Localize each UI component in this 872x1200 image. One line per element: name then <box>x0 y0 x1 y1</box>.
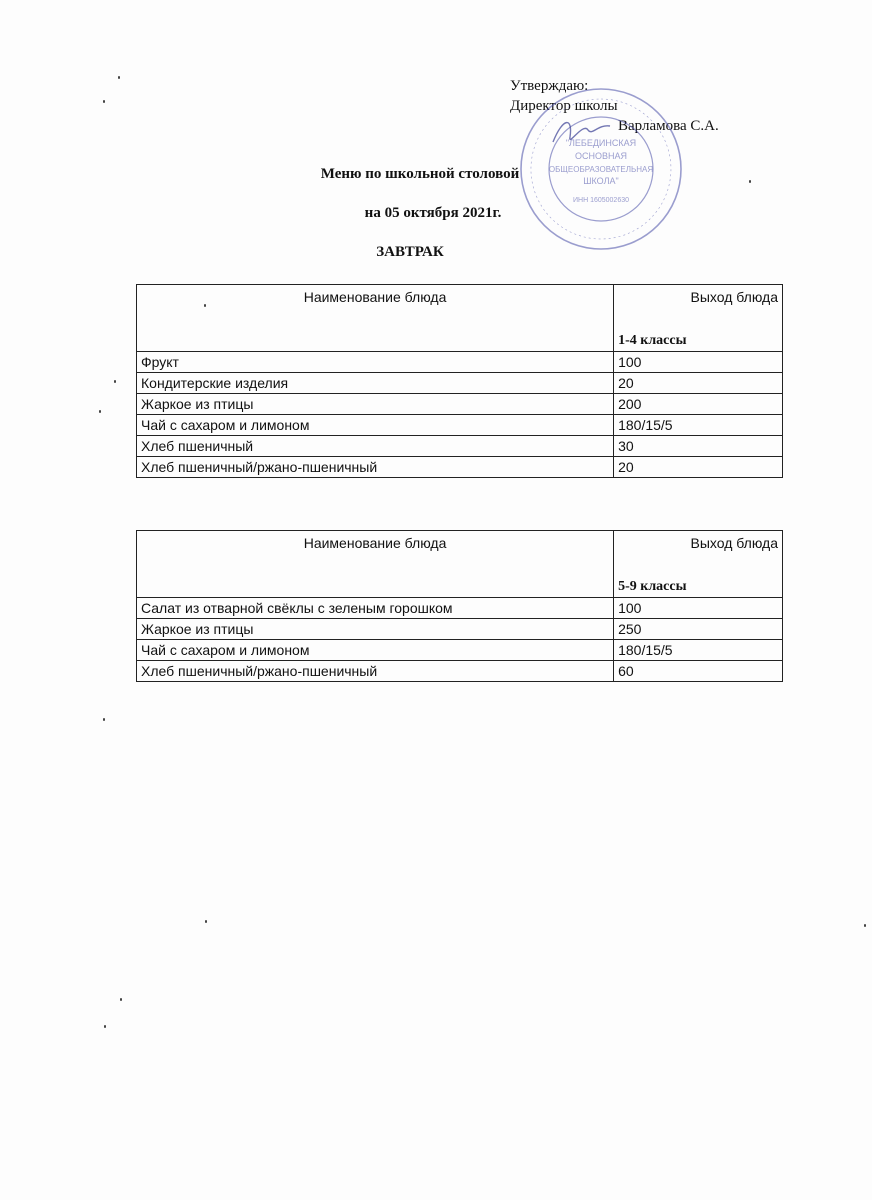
menu-title: Меню по школьной столовой <box>320 166 520 182</box>
dish-output: 250 <box>614 619 783 640</box>
dish-name: Хлеб пшеничный <box>137 436 614 457</box>
table-row <box>137 394 783 415</box>
column-header-dish: Наименование блюда <box>137 285 614 352</box>
dish-name: Хлеб пшеничный/ржано-пшеничный <box>137 661 614 682</box>
dish-name: Жаркое из птицы <box>137 394 614 415</box>
table-row <box>137 619 783 640</box>
column-header-dish: Наименование блюда <box>137 531 614 598</box>
dish-output: 100 <box>614 598 783 619</box>
scan-speck <box>864 924 866 927</box>
dish-name: Жаркое из птицы <box>137 619 614 640</box>
table-row <box>137 352 783 373</box>
table-header-row <box>137 285 783 332</box>
dish-name: Фрукт <box>137 352 614 373</box>
scan-speck <box>114 380 116 383</box>
menu-table-grades-5-9 <box>136 530 783 682</box>
table-row <box>137 415 783 436</box>
signature-mark <box>548 112 618 152</box>
dish-output: 180/15/5 <box>614 640 783 661</box>
dish-name: Чай с сахаром и лимоном <box>137 640 614 661</box>
table-header-row <box>137 531 783 578</box>
table-row <box>137 457 783 478</box>
dish-output: 20 <box>614 457 783 478</box>
scan-speck <box>103 100 105 103</box>
scan-speck <box>205 920 207 923</box>
dish-output: 180/15/5 <box>614 415 783 436</box>
dish-name: Салат из отварной свёклы с зеленым горошком <box>137 598 614 619</box>
stamp-name-2: ОСНОВНАЯ <box>574 151 628 161</box>
scan-speck <box>204 304 206 307</box>
menu-date: на 05 октября 2021г. <box>364 205 502 221</box>
dish-name: Хлеб пшеничный/ржано-пшеничный <box>137 457 614 478</box>
dish-output: 20 <box>614 373 783 394</box>
stamp-name-3: ОБЩЕОБРАЗОВАТЕЛЬНАЯ <box>548 165 654 174</box>
scan-speck <box>99 410 101 413</box>
column-header-output: Выход блюда <box>614 531 783 578</box>
dish-output: 100 <box>614 352 783 373</box>
dish-name: Чай с сахаром и лимоном <box>137 415 614 436</box>
table-row <box>137 661 783 682</box>
scan-speck <box>103 718 105 721</box>
grade-label: 1-4 классы <box>614 331 783 352</box>
stamp-name-1: "ЛЕБЕДИНСКАЯ <box>565 138 637 148</box>
dish-output: 200 <box>614 394 783 415</box>
approval-position: Директор школы <box>510 98 618 114</box>
stamp-inn: ИНН 1605002630 <box>572 197 630 204</box>
column-header-output: Выход блюда <box>614 285 783 332</box>
grade-label: 5-9 классы <box>614 577 783 598</box>
stamp-name-4: ШКОЛА" <box>583 176 619 186</box>
approval-name: Варламова С.А. <box>618 118 719 134</box>
approval-label: Утверждаю: <box>510 78 589 94</box>
dish-output: 30 <box>614 436 783 457</box>
dish-name: Кондитерские изделия <box>137 373 614 394</box>
meal-heading: ЗАВТРАК <box>376 244 444 260</box>
scan-speck <box>104 1025 106 1028</box>
table-row <box>137 598 783 619</box>
scan-speck <box>120 998 122 1001</box>
dish-output: 60 <box>614 661 783 682</box>
scan-speck <box>118 76 120 79</box>
table-row <box>137 436 783 457</box>
table-row <box>137 640 783 661</box>
menu-table-grades-1-4 <box>136 284 783 478</box>
table-row <box>137 373 783 394</box>
scan-speck <box>749 180 751 183</box>
